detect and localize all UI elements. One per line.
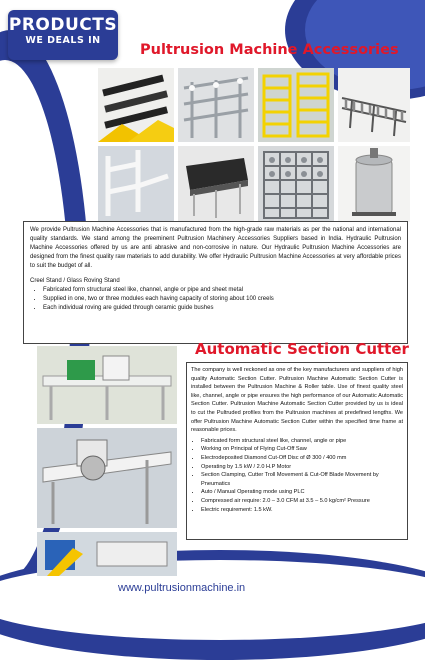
- photo-section-cutter-2: [37, 428, 177, 528]
- products-badge: [8, 10, 118, 60]
- list-item: • Electric requirement: 1.5 kW.: [201, 506, 403, 515]
- list-item: • Auto / Manual Operating mode using PLC: [201, 488, 403, 497]
- footer-website-link[interactable]: www.pultrusionmachine.in: [118, 582, 246, 594]
- section1-bullet-list: [30, 286, 401, 313]
- list-item: • Fabricated form structural steel like, channel, angle or pipe: [201, 437, 403, 446]
- list-item: • Fabricated form structural steel like, channel, angle or pipe and sheet metal: [43, 286, 401, 295]
- section2-paragraph: The company is well reckoned as one of the key manufacturers and suppliers of high quality Automatic Section Cutter. Pultrusion Machine Automatic Section Cutter is installed between the Pultrusion Machine & Roller table. Use of finest quality steel like, channel, angle or pipe ensures the high performance of our Automatic Automatic Section Cutter. Pultrusion Machine Automatic Section Cutter provided by us is ideal to cut the Pultruded profiles from the Pultrusion machines at predefined lengths. We offer Pultrusion Machine Automatic Section Cutter within the specified time frame at reasonable prices.: [191, 367, 403, 434]
- photo-creel-stand: [258, 146, 334, 222]
- badge-subtitle: WE DEALS IN: [25, 35, 101, 46]
- list-item: • Supplied in one, two or three modules each having capacity of storing about 100 creels: [43, 295, 401, 304]
- list-item: • Operating by 1.5 kW / 2.0 H.P Motor: [201, 463, 403, 472]
- photo-mixing-tank: [338, 146, 410, 222]
- badge-title: PRODUCTS: [8, 15, 118, 35]
- photo-guide-combs: [98, 68, 174, 142]
- list-item: • Section Clamping, Cutter Troll Movement & Cut-Off Blade Movement by Pneumatics: [201, 471, 403, 488]
- section1-paragraph: We provide Pultrusion Machine Accessories that is manufactured from the high-grade raw materials as per the national and international quality standards. We stand among the preeminent Pultrusion Machinery Accessories Suppliers based in India. Hydraulic Pultrusion Machine Accessories offered by us are anti abrasive and non-corrosive in nature. Our Hydraulic Pultrusion Machine Accessories are designed from the finest quality raw materials to add durability. We offer Hydraulic Pultrusion Machine Accessories at very affordable prices to suit the budget of all.: [30, 227, 401, 269]
- section2-text-box: [186, 362, 408, 540]
- photo-yellow-creel-frames: [258, 68, 334, 142]
- photo-guide-frame: [178, 68, 254, 142]
- section1-text-box: [23, 221, 408, 344]
- photo-resin-tray: [178, 146, 254, 222]
- list-item: • Compressed air require: 2.0 – 3.0 CFM at 3.5 – 5.0 kg/cm² Pressure: [201, 497, 403, 506]
- section2-heading: Automatic Section Cutter: [195, 340, 409, 358]
- photo-section-cutter-1: [37, 346, 177, 424]
- photo-roller-table: [338, 68, 410, 142]
- section1-subheading: Creel Stand / Glass Roving Stand: [30, 278, 120, 284]
- section2-bullet-list: [191, 437, 403, 514]
- photo-white-stand: [98, 146, 174, 222]
- list-item: • Each individual roving are guided through ceramic guide bushes: [43, 304, 401, 313]
- list-item: • Working on Principal of Flying Cut-Off Saw: [201, 445, 403, 454]
- photo-section-cutter-3: [37, 532, 177, 576]
- section1-heading: Pultrusion Machine Accessories: [140, 42, 399, 58]
- list-item: • Electrodeposited Diamond Cut-Off Disc of Ø 300 / 400 mm: [201, 454, 403, 463]
